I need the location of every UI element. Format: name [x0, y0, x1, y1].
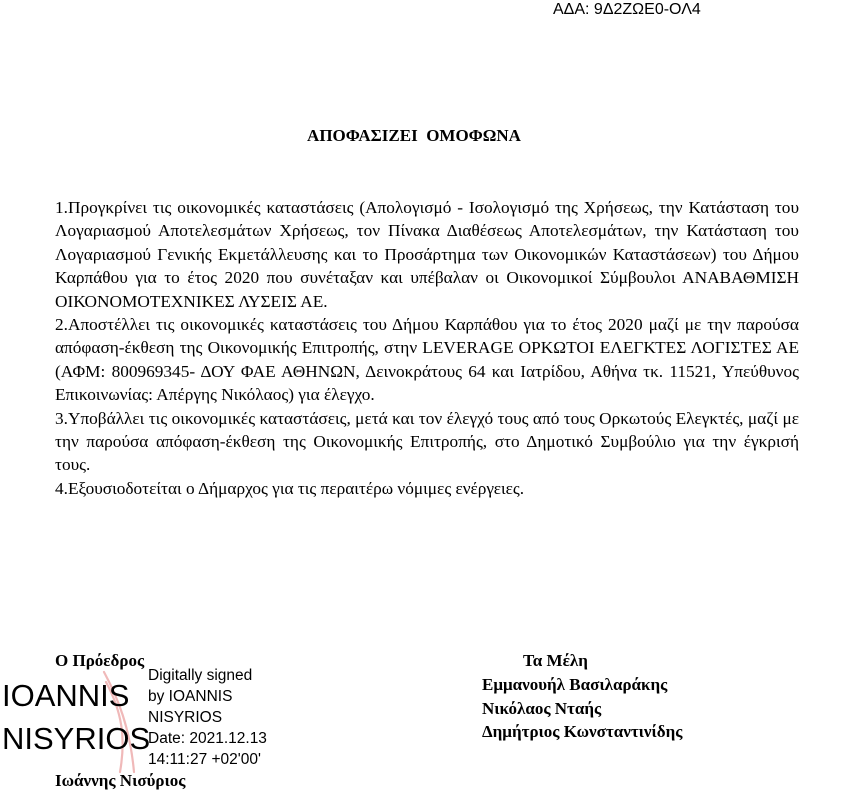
decision-paragraph-3: 3.Υποβάλλει τις οικονομικές καταστάσεις, μετά και τον έλεγχό τους από τους Ορκωτούς Ελεγκτές, μαζί με την παρούσα απόφαση-έκθεση της Οικονομικής Επιτροπής, στο Δημοτικό Συμβούλιο για την έγκρισή τους. [55, 408, 799, 475]
president-title: Ο Πρόεδρος [55, 651, 145, 670]
members-list [482, 673, 682, 744]
digital-signature-name-line2: NISYRIOS [2, 721, 151, 756]
digital-signature-details [148, 665, 267, 770]
decision-paragraph-4: 4.Εξουσιοδοτείται ο Δήμαρχος για τις περαιτέρω νόμιμες ενέργειες. [55, 478, 525, 498]
member-name: Εμμανουήλ Βασιλαράκης [482, 675, 668, 694]
ada-code: ΑΔΑ: 9Δ2ΖΩΕ0-ΟΛ4 [553, 1, 701, 18]
digital-signature-detail-line: NISYRIOS [148, 709, 223, 726]
digital-signature-detail-line: by IOANNIS [148, 688, 233, 705]
decision-paragraph-2: 2.Αποστέλλει τις οικονομικές καταστάσεις του Δήμου Καρπάθου για το έτος 2020 μαζί με την παρούσα απόφαση-έκθεση της Οικονομικής Επιτροπής, στην LEVERAGE ΟΡΚΩΤΟΙ ΕΛΕΓΚΤΕΣ ΛΟΓΙΣΤΕΣ ΑΕ (ΑΦΜ: 800969345- ΔΟΥ ΦΑΕ ΑΘΗΝΩΝ, Δεινοκράτους 64 και Ιατρίδου, Αθήνα τκ. 11521, Υπεύθυνος Επικοινωνίας: Απέργης Νικόλαος) για έλεγχο. [55, 315, 799, 405]
decision-body [55, 196, 799, 500]
member-name: Δημήτριος Κωνσταντινίδης [482, 722, 683, 741]
digital-signature-detail-line: 14:11:27 +02'00' [148, 751, 261, 768]
president-name: Ιωάννης Νισύριος [55, 771, 186, 790]
digital-signature-detail-line: Digitally signed [148, 667, 253, 684]
decision-paragraph-1: 1.Προγκρίνει τις οικονομικές καταστάσεις (Απολογισμό - Ισολογισμό της Χρήσεως, την Κατάσταση του Λογαριασμού Αποτελεσμάτων Χρήσεως, τον Πίνακα Διαθέσεως Αποτελεσμάτων, την Κατάσταση του Λογαριασμού Γενικής Εκμετάλλευσης και το Προσάρτημα των Οικονομικών Καταστάσεων) του Δήμου Καρπάθου για το έτος 2020 που συνέταξαν και υπέβαλαν οι Οικονομικοί Σύμβουλοι ΑΝΑΒΑΘΜΙΣΗ ΟΙΚΟΝΟΜΟΤΕΧΝΙΚΕΣ ΛΥΣΕΙΣ ΑΕ. [55, 198, 799, 311]
member-name: Νικόλαος Νταής [482, 698, 602, 718]
digital-signature-detail-line: Date: 2021.12.13 [148, 730, 267, 747]
members-title: Τα Μέλη [523, 651, 588, 670]
digital-signature-name-line1: IOANNIS [2, 678, 130, 713]
decision-heading: ΑΠΟΦΑΣΙΖΕΙ ΟΜΟΦΩΝΑ [307, 126, 521, 145]
